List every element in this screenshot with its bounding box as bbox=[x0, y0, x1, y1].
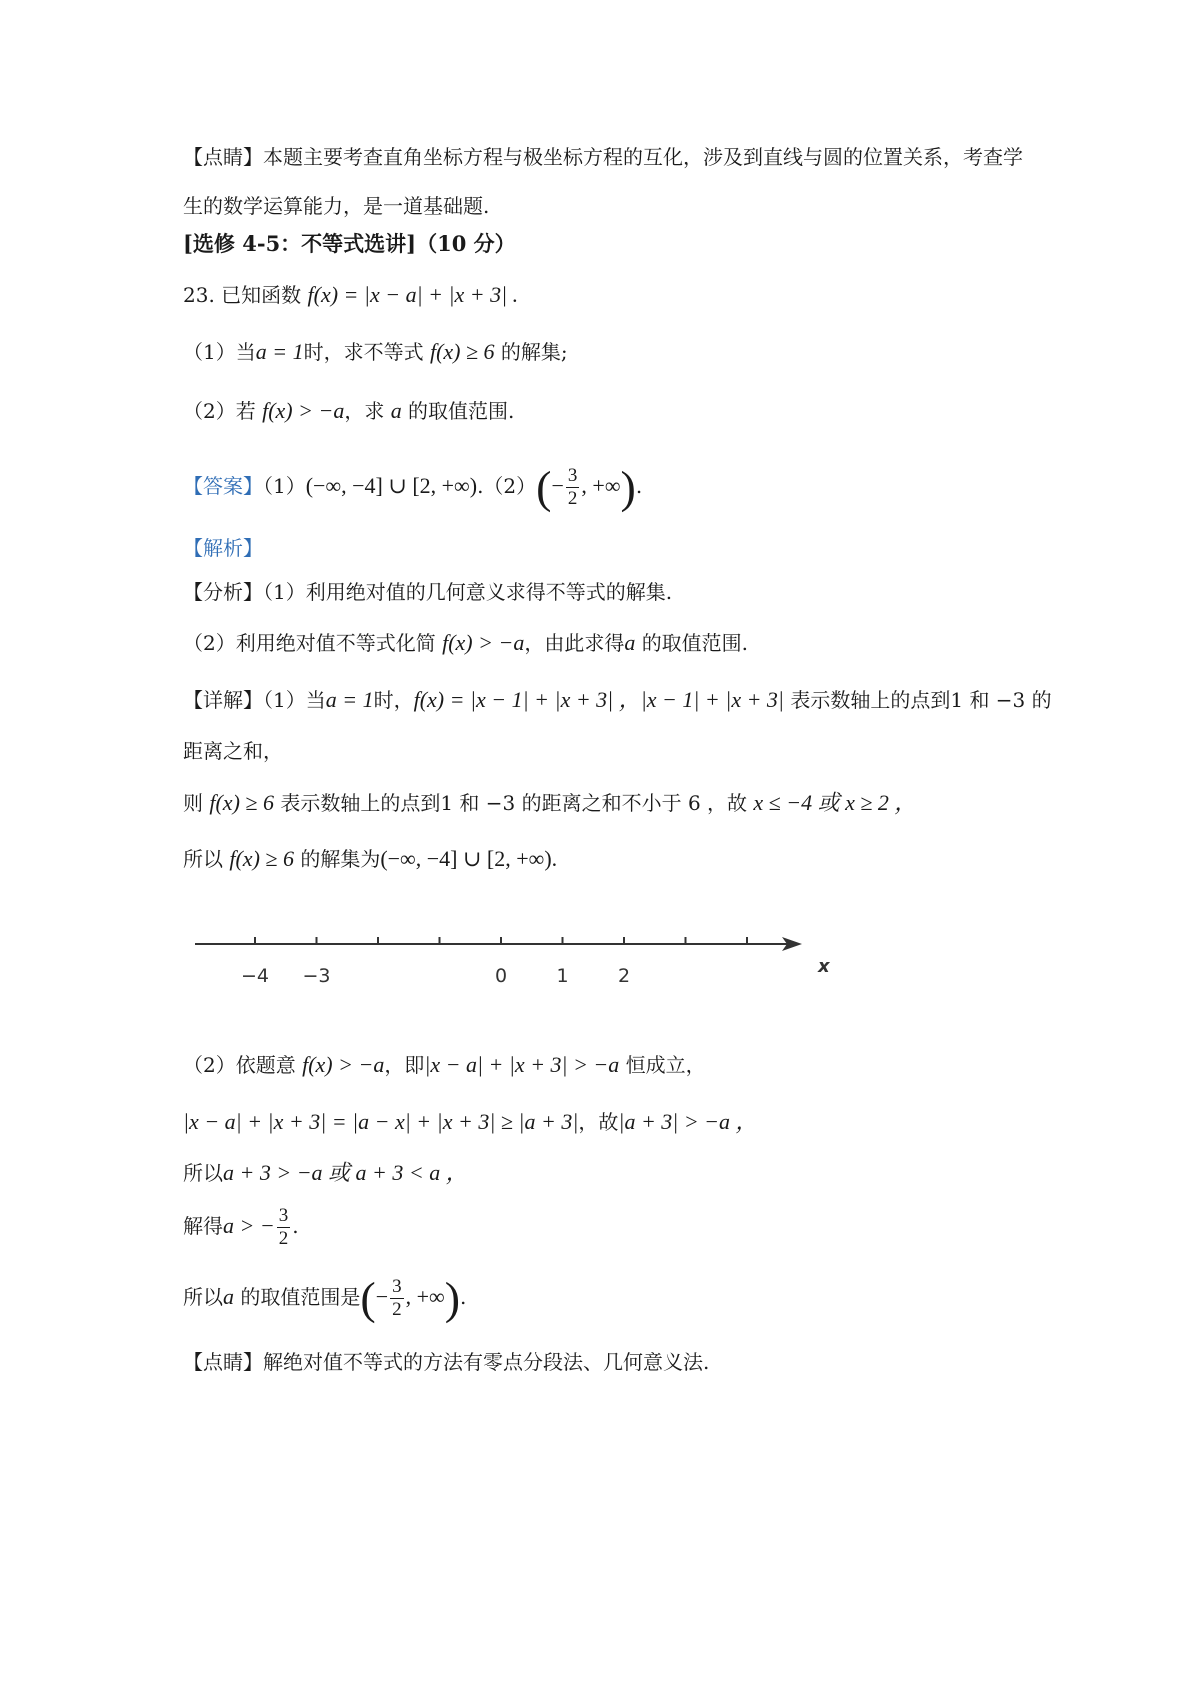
axis-label: x bbox=[818, 956, 830, 977]
detail-line-1-cont: 距离之和， bbox=[183, 739, 283, 763]
part2-5-prefix: 所以 bbox=[183, 1285, 223, 1309]
part2-line-5 bbox=[183, 1269, 466, 1325]
q2-inequality: f(x) > −a bbox=[262, 398, 345, 423]
part2-1-prefix: （2）依题意 bbox=[183, 1053, 296, 1077]
q1-condition: a = 1 bbox=[255, 339, 304, 364]
fraction-denominator: 2 bbox=[567, 488, 578, 509]
part2-2-mid: ，故 bbox=[578, 1110, 619, 1134]
question-function: f(x) = |x − a| + |x + 3| . bbox=[307, 282, 519, 307]
q1-mid: 时，求不等式 bbox=[303, 340, 424, 364]
fenxi-line-2 bbox=[183, 630, 748, 656]
part2-2-math2: |a + 3| > −a ， bbox=[618, 1109, 758, 1134]
part2-2-math: |x − a| + |x + 3| = |a − x| + |x + 3| ≥ |a + 3| bbox=[183, 1109, 579, 1134]
answer-2-left-paren: ( bbox=[536, 461, 552, 513]
fraction-denominator: 2 bbox=[278, 1228, 289, 1249]
answer-2-fraction bbox=[566, 465, 580, 510]
detail-3-inequality: f(x) ≥ 6 bbox=[229, 846, 294, 871]
part2-1-suffix: 恒成立， bbox=[625, 1053, 706, 1077]
detail-line-3 bbox=[183, 846, 557, 872]
tick-label: −4 bbox=[240, 965, 270, 987]
part2-line-2 bbox=[183, 1109, 758, 1135]
final-remark: 【点睛】解绝对值不等式的方法有零点分段法、几何意义法. bbox=[183, 1350, 710, 1374]
detail-line-2 bbox=[183, 790, 916, 816]
detail-1-suffix: 表示数轴上的点到1 和 −3 的 bbox=[790, 688, 1052, 712]
fraction-numerator: 3 bbox=[278, 1205, 289, 1226]
answer-2-minus: − bbox=[551, 473, 564, 498]
fraction-denominator: 2 bbox=[392, 1299, 402, 1320]
tick-label: 2 bbox=[617, 965, 631, 987]
answer-1-set: (−∞, −4] ∪ [2, +∞) bbox=[305, 473, 478, 498]
q2-variable: a bbox=[390, 398, 402, 423]
detail-2-inequality: f(x) ≥ 6 bbox=[209, 790, 274, 815]
part2-3-prefix: 所以 bbox=[183, 1161, 223, 1185]
part2-5-end: . bbox=[460, 1285, 467, 1309]
q2-prefix: （2）若 bbox=[183, 399, 256, 423]
fenxi-2-prefix: （2）利用绝对值不等式化简 bbox=[183, 631, 436, 655]
part2-5-tail: , +∞ bbox=[405, 1284, 445, 1309]
part2-5-minus: − bbox=[375, 1284, 389, 1309]
answer-end: . bbox=[635, 474, 643, 498]
q2-suffix: 的取值范围. bbox=[408, 399, 515, 423]
detail-1-math: f(x) = |x − 1| + |x + 3| ，|x − 1| + |x + 3| bbox=[413, 687, 784, 712]
tick-label: 0 bbox=[494, 965, 508, 987]
remark-paragraph: 【点睛】本题主要考查直角坐标方程与极坐标方程的互化，涉及到直线与圆的位置关系，考查学生的数学运算能力，是一道基础题. bbox=[183, 145, 1023, 218]
fenxi-2-mid: ，由此求得 bbox=[524, 631, 625, 655]
question-part-2 bbox=[183, 398, 514, 424]
q1-prefix: （1）当 bbox=[183, 340, 256, 364]
answer-2-right-paren: ) bbox=[620, 461, 636, 513]
fraction-numerator: 3 bbox=[567, 465, 578, 486]
detail-1-mid: 时， bbox=[373, 688, 414, 712]
detail-1-condition: a = 1 bbox=[325, 687, 374, 712]
part2-1-mid: ，即 bbox=[384, 1053, 425, 1077]
detail-2-prefix: 则 bbox=[183, 791, 203, 815]
part2-4-fraction bbox=[277, 1205, 291, 1250]
fenxi-2-suffix: 的取值范围. bbox=[641, 631, 749, 655]
section-heading: [选修 4-5：不等式选讲]（10 分） bbox=[183, 231, 516, 256]
q1-inequality: f(x) ≥ 6 bbox=[429, 339, 495, 364]
part2-line-4 bbox=[183, 1198, 299, 1254]
part2-5-fraction bbox=[390, 1276, 404, 1321]
part2-3-math: a + 3 > −a 或 a + 3 < a ， bbox=[223, 1160, 468, 1185]
number-line-figure bbox=[190, 920, 910, 1010]
fenxi-2-inequality: f(x) > −a bbox=[442, 630, 525, 655]
part2-5-right-paren: ) bbox=[444, 1272, 461, 1324]
tick-label: −3 bbox=[302, 965, 331, 987]
detail-3-set: (−∞, −4] ∪ [2, +∞). bbox=[380, 846, 558, 871]
answer-line bbox=[183, 458, 642, 514]
part2-line-3 bbox=[183, 1160, 468, 1186]
fraction-numerator: 3 bbox=[392, 1276, 402, 1297]
fenxi-2-variable: a bbox=[624, 630, 636, 655]
tick-label: 1 bbox=[556, 965, 569, 987]
question-part-1 bbox=[183, 339, 568, 365]
q2-mid: ，求 bbox=[344, 399, 385, 423]
detail-3-prefix: 所以 bbox=[183, 847, 223, 871]
detail-2-result: x ≤ −4 或 x ≥ 2 ， bbox=[753, 790, 917, 815]
question-number: 23. 已知函数 bbox=[183, 283, 302, 307]
part2-4-math: a > − bbox=[223, 1213, 275, 1238]
q1-suffix: 的解集; bbox=[500, 340, 568, 364]
answer-label: 【答案】 bbox=[183, 474, 263, 498]
part2-4-end: . bbox=[292, 1214, 299, 1238]
analysis-label: 【解析】 bbox=[183, 536, 263, 560]
question-23 bbox=[183, 282, 518, 308]
detail-line-1 bbox=[183, 687, 1052, 713]
detail-1-prefix: 【详解】（1）当 bbox=[183, 688, 326, 712]
part2-1-inequality: f(x) > −a bbox=[302, 1052, 385, 1077]
fenxi-line-1: 【分析】（1）利用绝对值的几何意义求得不等式的解集. bbox=[183, 580, 673, 604]
part2-5-mid: 的取值范围是 bbox=[240, 1285, 361, 1309]
part2-5-left-paren: ( bbox=[360, 1272, 376, 1324]
detail-2-mid: 表示数轴上的点到1 和 −3 的距离之和不小于 6 ，故 bbox=[280, 791, 748, 815]
part2-line-1 bbox=[183, 1052, 706, 1078]
part2-4-prefix: 解得 bbox=[183, 1214, 223, 1238]
part2-1-math: |x − a| + |x + 3| > −a bbox=[424, 1052, 620, 1077]
answer-1-prefix: （1） bbox=[263, 474, 306, 498]
part2-5-variable: a bbox=[223, 1284, 234, 1309]
answer-2-prefix: .（2） bbox=[477, 474, 537, 498]
detail-3-mid: 的解集为 bbox=[300, 847, 381, 871]
answer-2-tail: , +∞ bbox=[581, 473, 621, 498]
